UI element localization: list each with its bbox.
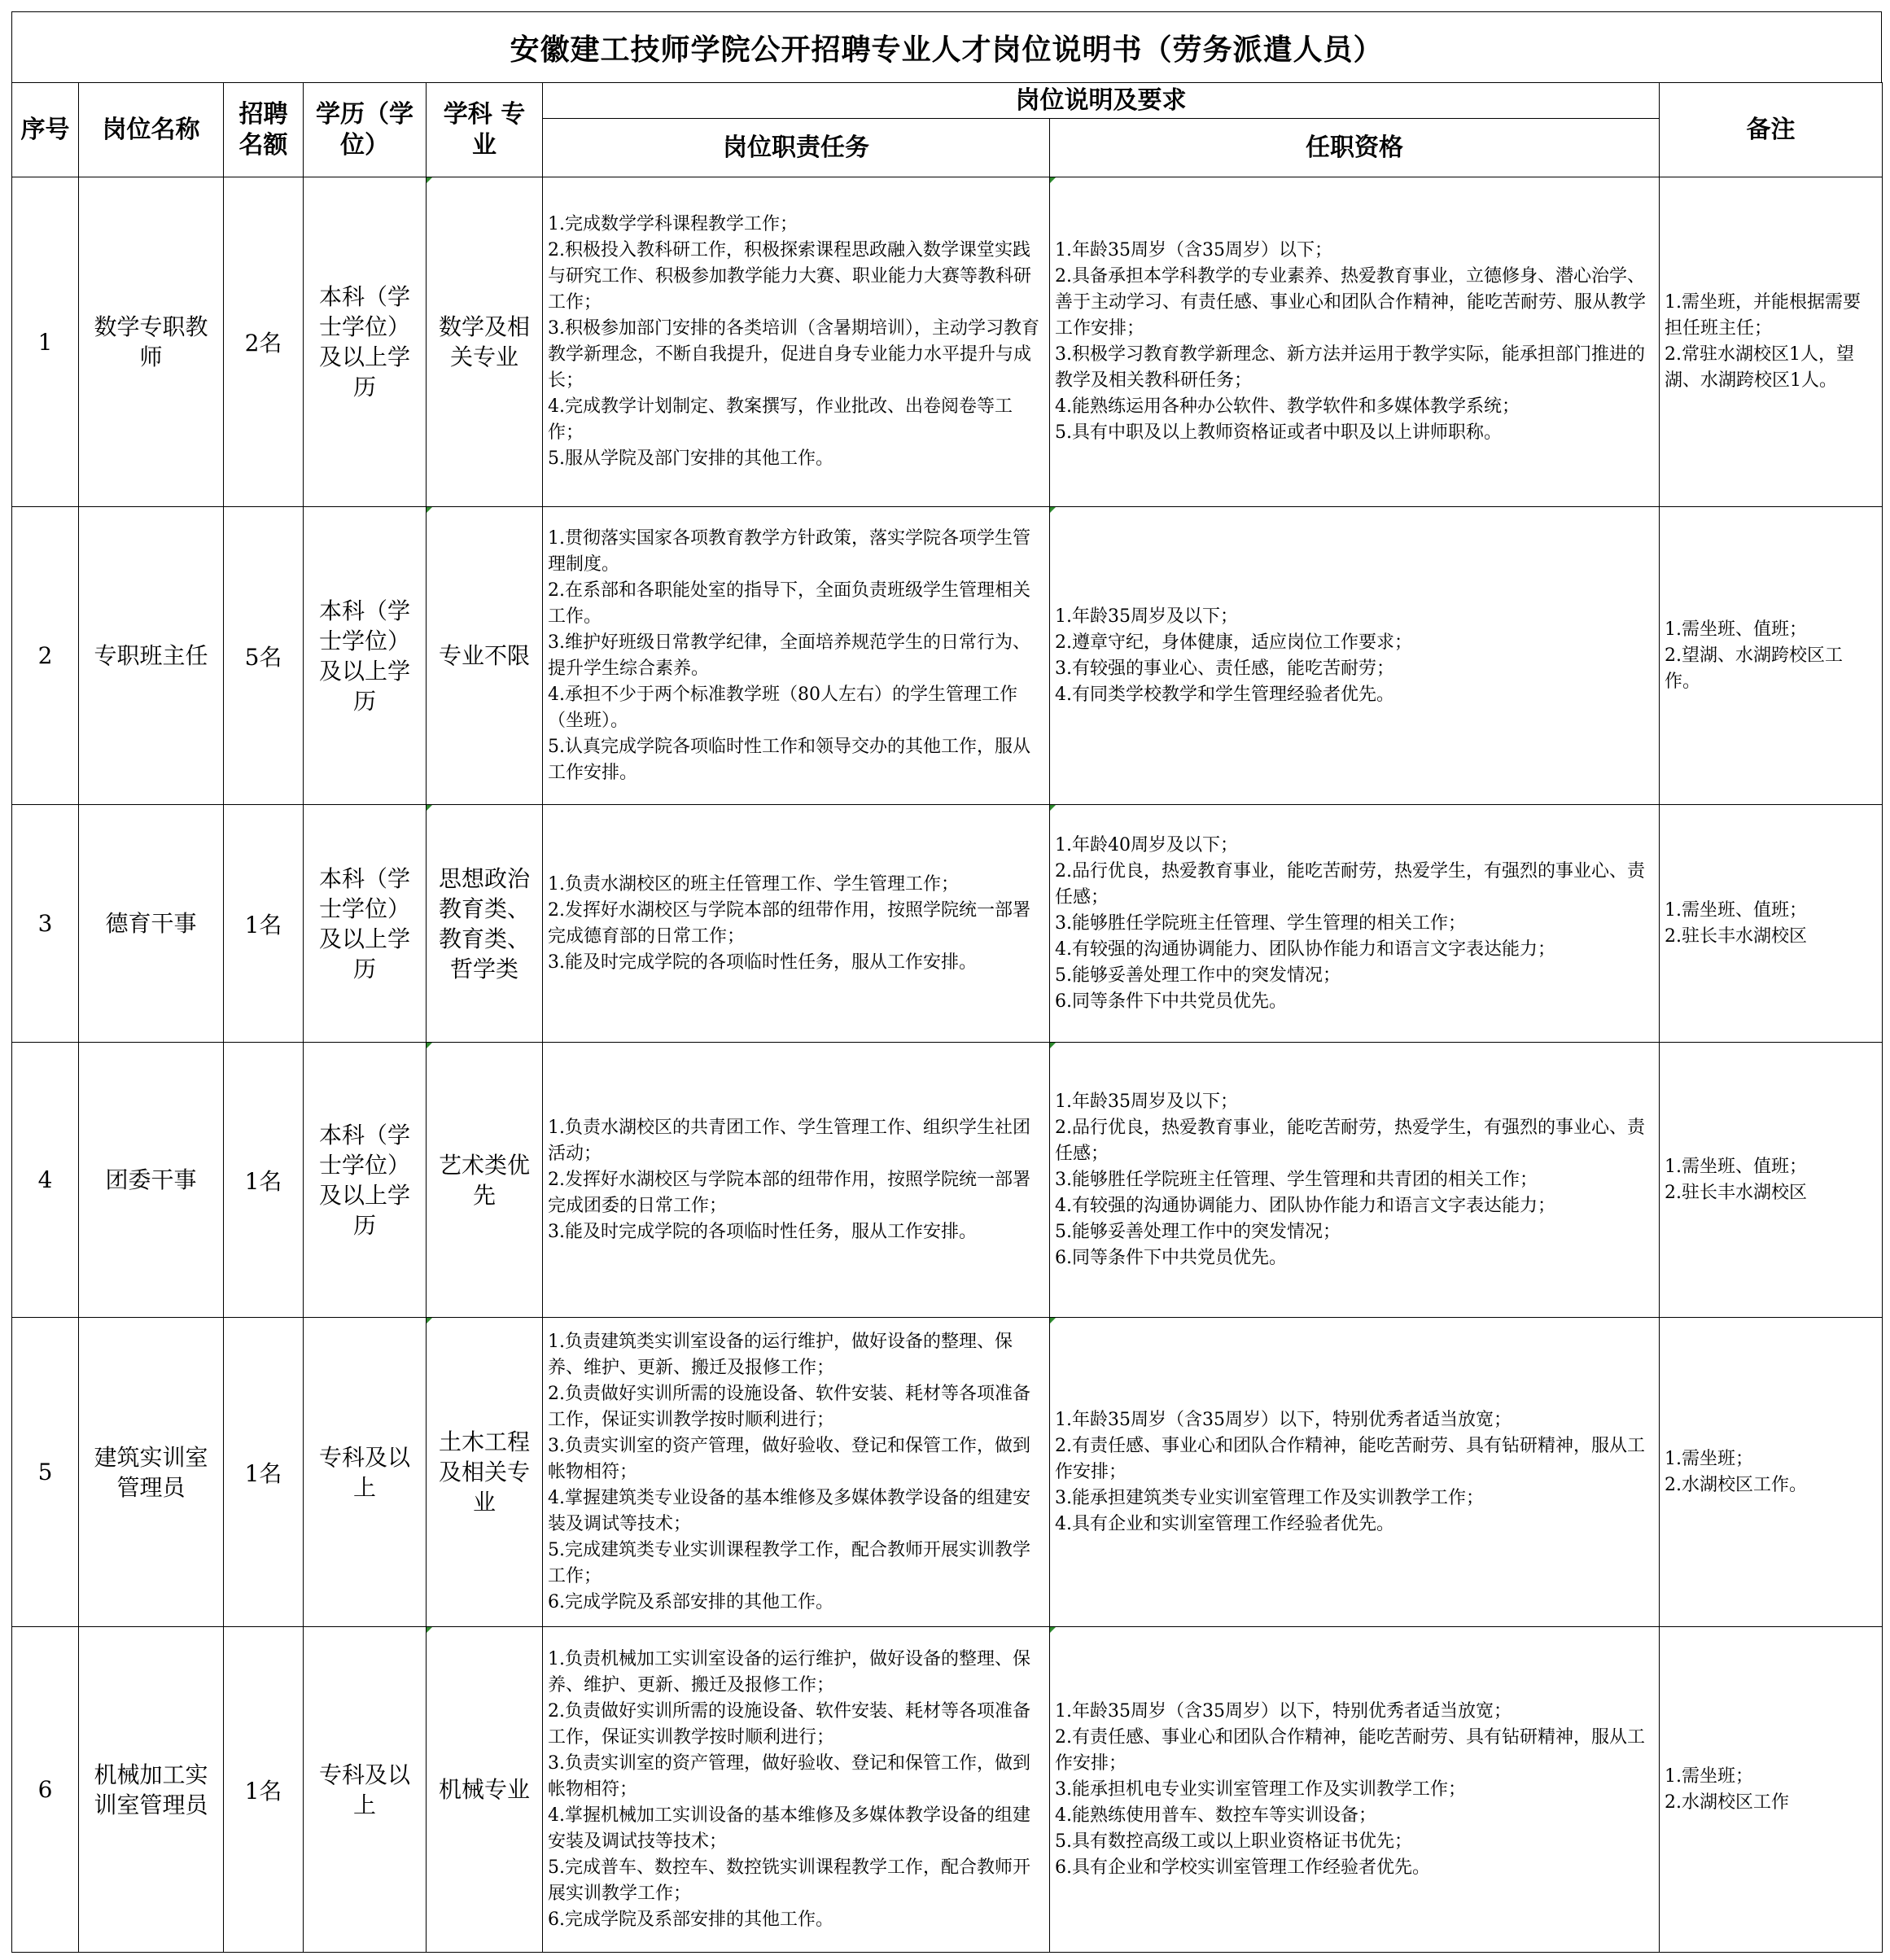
row-duties-line: 3.积极参加部门安排的各类培训（含暑期培训），主动学习教育教学新理念，不断自我提升，促进自身专业能力水平提升与成长； [548,318,1039,391]
row-duties-line: 3.能及时完成学院的各项临时性任务，服从工作安排。 [548,952,977,973]
row-remarks [1660,1318,1883,1627]
row-remarks-line: 1.需坐班、值班； [1665,1156,1807,1177]
row-qualifications-line: 5.具有中职及以上教师资格证或者中职及以上讲师职称。 [1055,422,1502,443]
row-qualifications-line: 1.年龄40周岁及以下； [1055,834,1238,855]
row-qualifications [1050,507,1660,805]
row-education: 专科及以上 [304,1627,427,1953]
table-row [12,1318,1883,1627]
row-qualifications-line: 3.能承担机电专业实训室管理工作及实训教学工作； [1055,1778,1466,1800]
row-remarks-line: 1.需坐班、值班； [1665,899,1807,921]
row-seq: 5 [12,1318,79,1627]
header-qualifications: 任职资格 [1050,119,1660,177]
row-qualifications-line: 1.年龄35周岁（含35周岁）以下，特别优秀者适当放宽； [1055,1409,1512,1430]
table-row [12,1627,1883,1953]
table-row [12,1043,1883,1318]
row-duties-line: 4.完成教学计划制定、教案撰写，作业批改、出卷阅卷等工作； [548,396,1013,443]
row-qualifications-line: 3.能承担建筑类专业实训室管理工作及实训教学工作； [1055,1487,1484,1508]
sheet-title: 安徽建工技师学院公开招聘专业人才岗位说明书（劳务派遣人员） [11,11,1882,82]
row-qualifications [1050,1043,1660,1318]
row-duties-line: 2.发挥好水湖校区与学院本部的纽带作用，按照学院统一部署完成团委的日常工作； [548,1169,1030,1216]
row-duties [543,177,1050,507]
table-row [12,805,1883,1043]
row-quota: 1名 [224,1043,304,1318]
row-duties-line: 5.服从学院及部门安排的其他工作。 [548,448,833,469]
row-duties [543,1043,1050,1318]
row-duties-line: 2.在系部和各职能处室的指导下，全面负责班级学生管理相关工作。 [548,580,1030,627]
row-qualifications [1050,1318,1660,1627]
row-qualifications-line: 2.遵章守纪，身体健康，适应岗位工作要求； [1055,632,1412,653]
row-remarks [1660,177,1883,507]
row-duties-line: 2.积极投入教科研工作，积极探索课程思政融入数学课堂实践与研究工作、积极参加教学能力大赛、职业能力大赛等教科研工作； [548,240,1032,313]
row-education: 专科及以上 [304,1318,427,1627]
row-qualifications-line: 2.品行优良，热爱教育事业，能吃苦耐劳，热爱学生，有强烈的事业心、责任感； [1055,860,1645,908]
row-qualifications-line: 4.有较强的沟通协调能力、团队协作能力和语言文字表达能力； [1055,1195,1555,1216]
row-duties [543,507,1050,805]
job-table [11,82,1883,1953]
row-remarks-line: 1.需坐班、值班； [1665,619,1807,640]
row-duties-line: 3.能及时完成学院的各项临时性任务，服从工作安排。 [548,1221,977,1242]
row-qualifications-line: 2.具备承担本学科教学的专业素养、热爱教育事业，立德修身、潜心治学、善于主动学习、有责任感、事业心和团队合作精神，能吃苦耐劳、服从教学工作安排； [1055,266,1647,339]
row-qualifications [1050,1627,1660,1953]
row-quota: 1名 [224,1627,304,1953]
row-major: 专业不限 [427,507,543,805]
row-position-name: 团委干事 [79,1043,224,1318]
row-education: 本科（学士学位）及以上学历 [304,177,427,507]
row-position-name: 德育干事 [79,805,224,1043]
row-remarks-line: 2.水湖校区工作 [1665,1792,1789,1813]
row-duties [543,1627,1050,1953]
header-name: 岗位名称 [79,83,224,177]
row-qualifications-line: 2.品行优良，热爱教育事业，能吃苦耐劳，热爱学生，有强烈的事业心、责任感； [1055,1117,1645,1164]
row-qualifications-line: 2.有责任感、事业心和团队合作精神，能吃苦耐劳、具有钻研精神，服从工作安排； [1055,1435,1645,1482]
row-qualifications-line: 3.积极学习教育教学新理念、新方法并运用于教学实际，能承担部门推进的教学及相关教科研任务； [1055,344,1645,391]
row-duties-line: 5.认真完成学院各项临时性工作和领导交办的其他工作，服从工作安排。 [548,736,1030,783]
row-qualifications-line: 4.能熟练使用普车、数控车等实训设备； [1055,1805,1376,1826]
row-position-name: 专职班主任 [79,507,224,805]
row-remarks-line: 1.需坐班； [1665,1448,1753,1469]
row-duties-line: 1.贯彻落实国家各项教育教学方针政策，落实学院各项学生管理制度。 [548,527,1030,575]
header-remarks: 备注 [1660,83,1883,177]
row-qualifications [1050,177,1660,507]
row-duties-line: 3.负责实训室的资产管理，做好验收、登记和保管工作，做到帐物相符； [548,1435,1030,1482]
row-qualifications-line: 1.年龄35周岁（含35周岁）以下； [1055,240,1332,260]
row-major: 艺术类优先 [427,1043,543,1318]
row-duties-line: 5.完成普车、数控车、数控铣实训课程教学工作，配合教师开展实训教学工作； [548,1857,1030,1904]
row-duties-line: 5.完成建筑类专业实训课程教学工作，配合教师开展实训教学工作； [548,1539,1030,1586]
row-education: 本科（学士学位）及以上学历 [304,1043,427,1318]
row-duties-line: 6.完成学院及系部安排的其他工作。 [548,1909,833,1930]
row-qualifications-line: 4.有较强的沟通协调能力、团队协作能力和语言文字表达能力； [1055,938,1555,960]
row-remarks [1660,507,1883,805]
row-qualifications-line: 4.能熟练运用各种办公软件、教学软件和多媒体教学系统； [1055,396,1520,417]
row-duties-line: 1.负责水湖校区的共青团工作、学生管理工作、组织学生社团活动； [548,1117,1030,1164]
row-qualifications-line: 4.具有企业和实训室管理工作经验者优先。 [1055,1513,1394,1534]
header-education: 学历（学位） [304,83,427,177]
row-major: 土木工程及相关专业 [427,1318,543,1627]
row-qualifications-line: 5.能够妥善处理工作中的突发情况； [1055,965,1341,986]
row-qualifications-line: 5.具有数控高级工或以上职业资格证书优先； [1055,1831,1412,1852]
row-seq: 3 [12,805,79,1043]
row-seq: 6 [12,1627,79,1953]
header-quota: 招聘名额 [224,83,304,177]
row-qualifications-line: 1.年龄35周岁及以下； [1055,606,1238,627]
row-remarks [1660,1627,1883,1953]
row-remarks [1660,1043,1883,1318]
row-duties-line: 3.负责实训室的资产管理，做好验收、登记和保管工作，做到帐物相符； [548,1752,1030,1800]
table-row [12,177,1883,507]
row-duties-line: 1.负责机械加工实训室设备的运行维护，做好设备的整理、保养、维护、更新、搬迁及报修工作； [548,1648,1030,1695]
row-duties-line: 2.发挥好水湖校区与学院本部的纽带作用，按照学院统一部署完成德育部的日常工作； [548,899,1030,947]
row-duties-line: 3.维护好班级日常教学纪律，全面培养规范学生的日常行为、提升学生综合素养。 [548,632,1030,679]
row-remarks-line: 1.需坐班，并能根据需要担任班主任； [1665,292,1861,339]
row-duties-line: 6.完成学院及系部安排的其他工作。 [548,1591,833,1612]
row-education: 本科（学士学位）及以上学历 [304,805,427,1043]
row-remarks-line: 2.常驻水湖校区1人，望湖、水湖跨校区1人。 [1665,344,1854,391]
row-quota: 5名 [224,507,304,805]
row-seq: 4 [12,1043,79,1318]
row-position-name: 数学专职教师 [79,177,224,507]
row-qualifications-line: 6.同等条件下中共党员优先。 [1055,991,1287,1012]
row-qualifications-line: 3.能够胜任学院班主任管理、学生管理和共青团的相关工作； [1055,1169,1538,1190]
row-remarks-line: 2.驻长丰水湖校区 [1665,1182,1807,1203]
header-major: 学科 专业 [427,83,543,177]
row-major: 思想政治教育类、教育类、哲学类 [427,805,543,1043]
header-group: 岗位说明及要求 [543,83,1660,119]
row-qualifications-line: 3.有较强的事业心、责任感，能吃苦耐劳； [1055,658,1394,679]
row-duties-line: 1.负责建筑类实训室设备的运行维护，做好设备的整理、保养、维护、更新、搬迁及报修工作； [548,1331,1013,1378]
row-major: 数学及相关专业 [427,177,543,507]
row-qualifications-line: 6.同等条件下中共党员优先。 [1055,1247,1287,1268]
job-description-sheet [11,11,1882,1953]
row-qualifications-line: 1.年龄35周岁（含35周岁）以下，特别优秀者适当放宽； [1055,1700,1512,1722]
row-duties-line: 1.负责水湖校区的班主任管理工作、学生管理工作； [548,873,959,895]
row-quota: 2名 [224,177,304,507]
row-duties-line: 4.承担不少于两个标准教学班（80人左右）的学生管理工作（坐班）。 [548,684,1017,731]
row-duties-line: 2.负责做好实训所需的设施设备、软件安装、耗材等各项准备工作，保证实训教学按时顺利进行； [548,1383,1030,1430]
row-remarks-line: 2.水湖校区工作。 [1665,1474,1807,1495]
table-row [12,507,1883,805]
row-qualifications [1050,805,1660,1043]
row-qualifications-line: 4.有同类学校教学和学生管理经验者优先。 [1055,684,1394,705]
row-qualifications-line: 5.能够妥善处理工作中的突发情况； [1055,1221,1341,1242]
row-qualifications-line: 3.能够胜任学院班主任管理、学生管理的相关工作； [1055,912,1466,934]
row-duties-line: 4.掌握建筑类专业设备的基本维修及多媒体教学设备的组建安装及调试等技术； [548,1487,1030,1534]
row-remarks-line: 2.驻长丰水湖校区 [1665,925,1807,947]
row-remarks-line: 1.需坐班； [1665,1765,1753,1787]
row-qualifications-line: 2.有责任感、事业心和团队合作精神，能吃苦耐劳、具有钻研精神，服从工作安排； [1055,1726,1645,1774]
row-position-name: 建筑实训室管理员 [79,1318,224,1627]
row-major: 机械专业 [427,1627,543,1953]
row-seq: 2 [12,507,79,805]
row-remarks [1660,805,1883,1043]
row-education: 本科（学士学位）及以上学历 [304,507,427,805]
header-duties: 岗位职责任务 [543,119,1050,177]
row-qualifications-line: 1.年龄35周岁及以下； [1055,1091,1238,1112]
row-seq: 1 [12,177,79,507]
row-remarks-line: 2.望湖、水湖跨校区工作。 [1665,645,1843,692]
row-duties-line: 1.完成数学学科课程教学工作； [548,214,798,234]
row-duties [543,1318,1050,1627]
row-duties-line: 2.负责做好实训所需的设施设备、软件安装、耗材等各项准备工作，保证实训教学按时顺利进行； [548,1700,1030,1748]
row-quota: 1名 [224,1318,304,1627]
row-quota: 1名 [224,805,304,1043]
row-duties-line: 4.掌握机械加工实训设备的基本维修及多媒体教学设备的组建安装及调试技等技术； [548,1805,1030,1852]
header-seq: 序号 [12,83,79,177]
row-qualifications-line: 6.具有企业和学校实训室管理工作经验者优先。 [1055,1857,1430,1878]
row-position-name: 机械加工实训室管理员 [79,1627,224,1953]
row-duties [543,805,1050,1043]
